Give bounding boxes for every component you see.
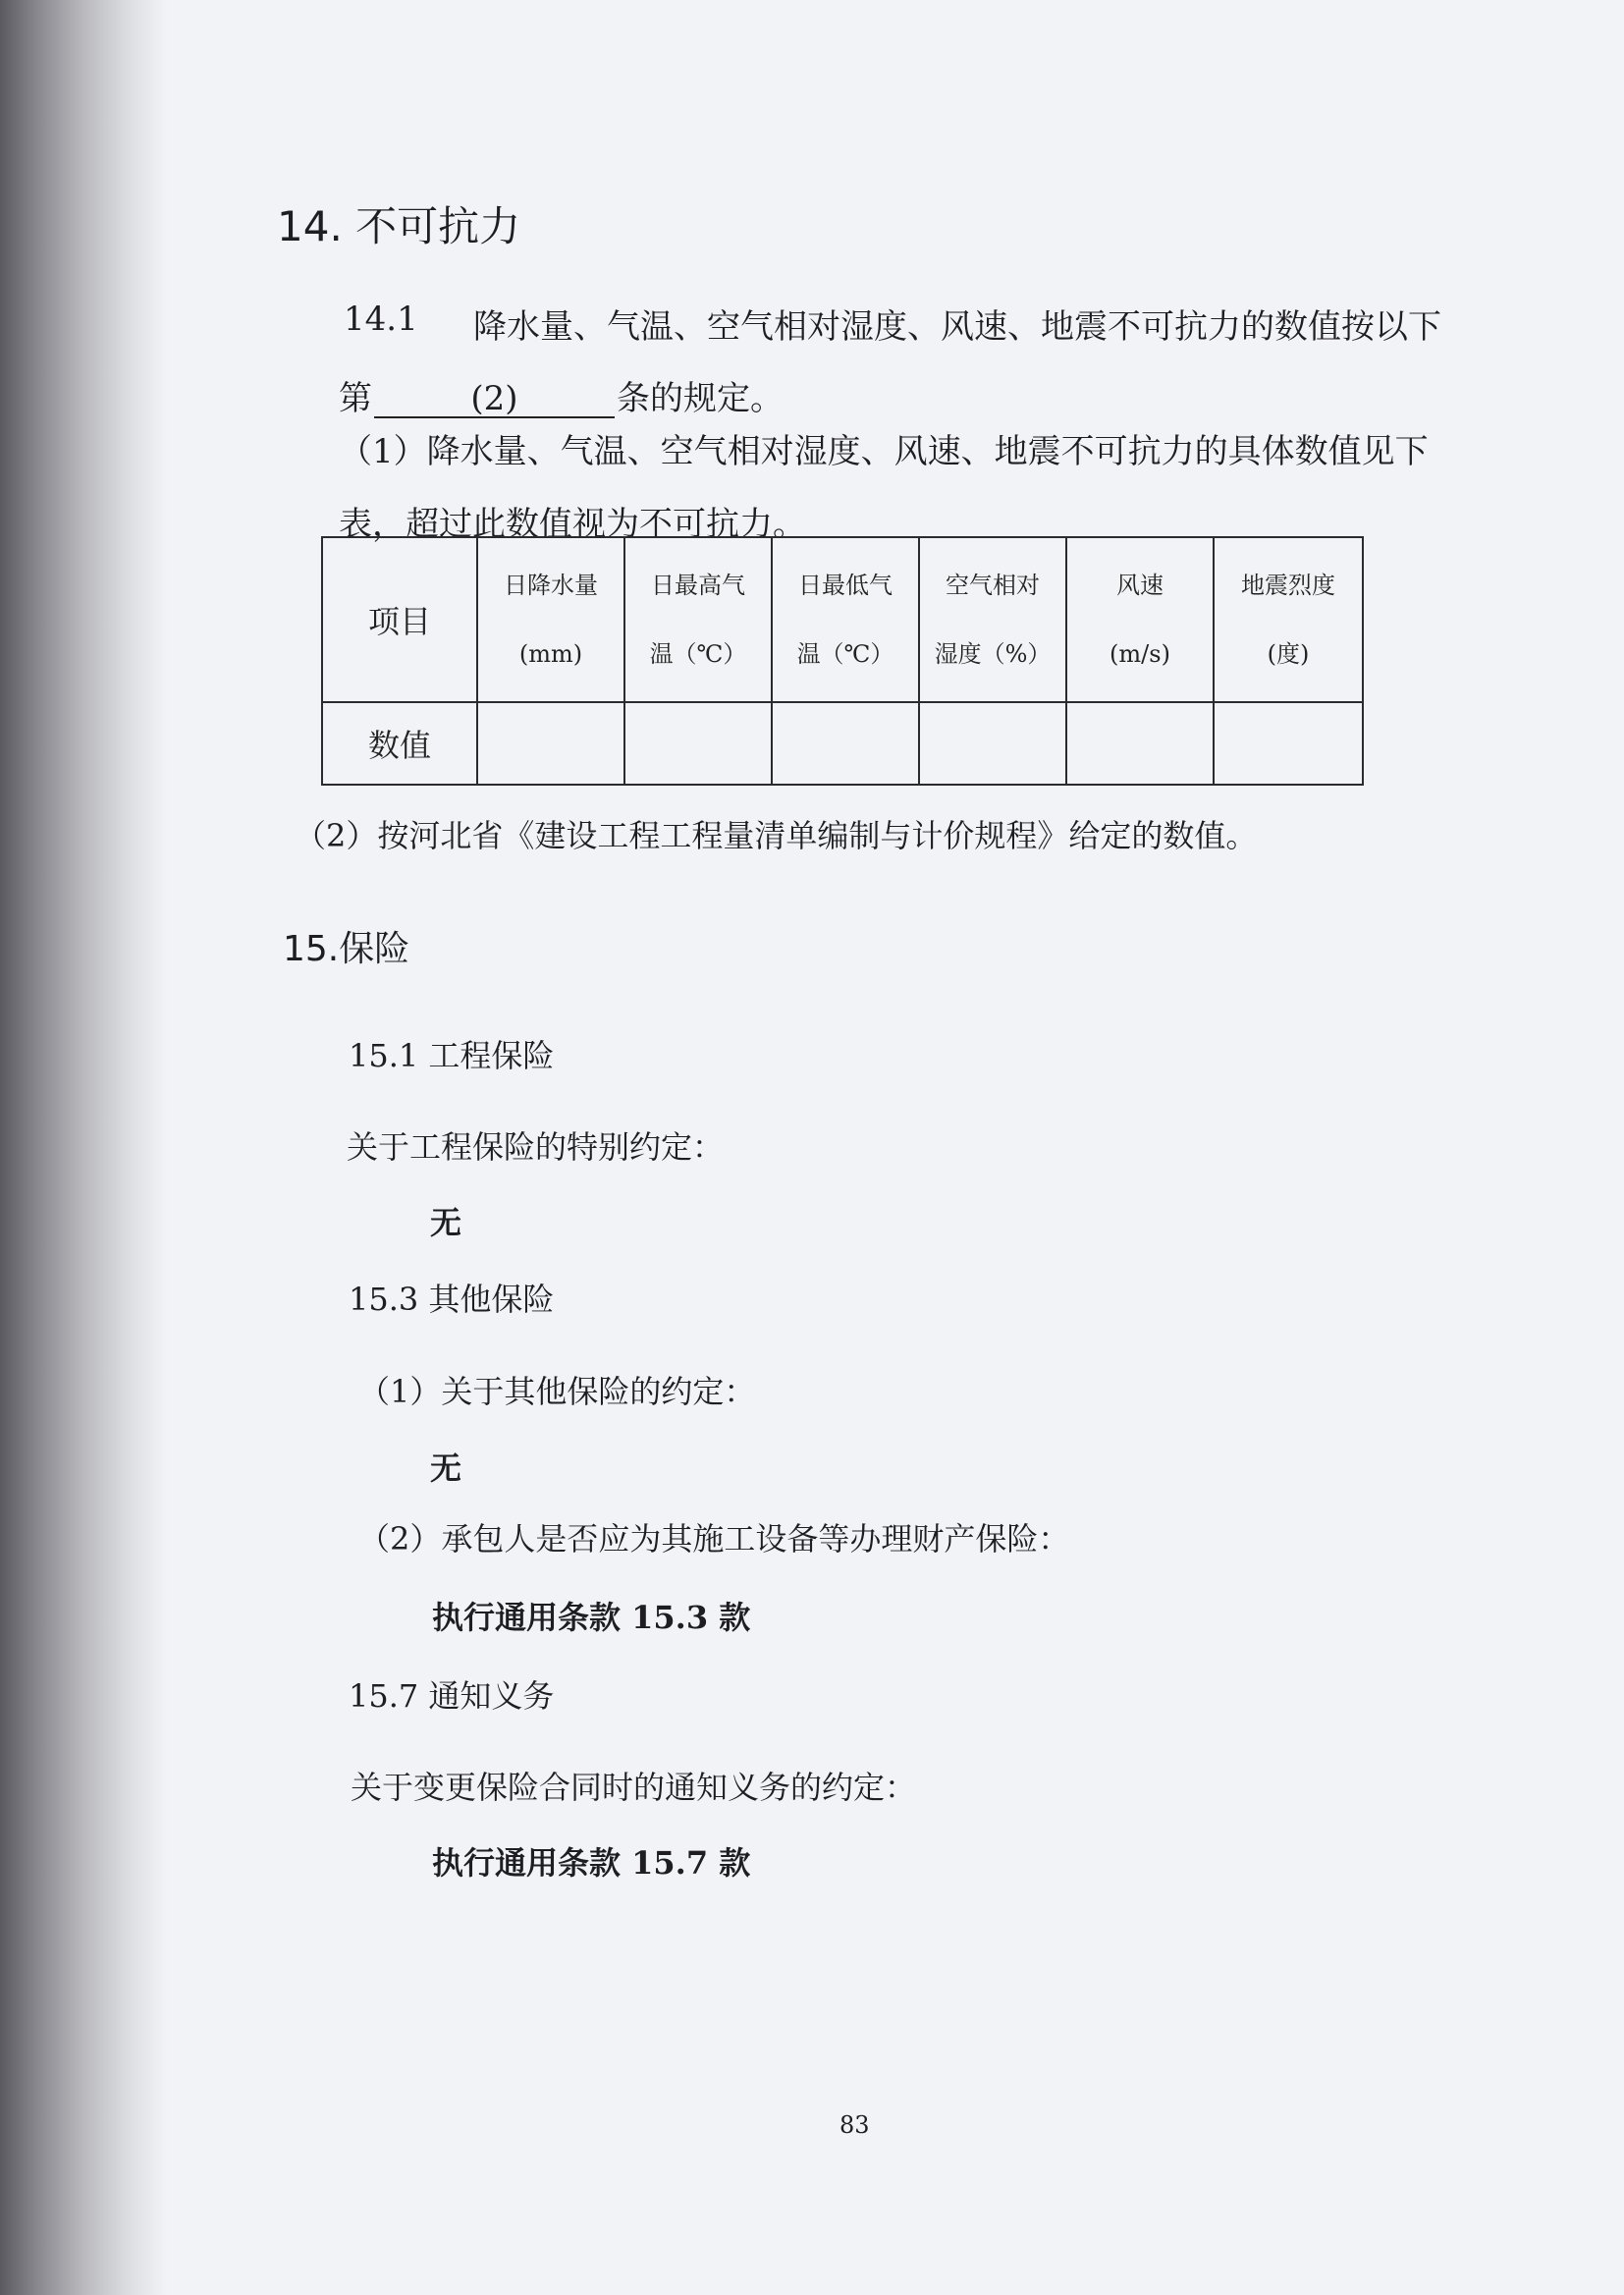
section-15-heading: 15.保险 <box>283 929 410 969</box>
table-value-cell <box>772 702 919 785</box>
clause-15-7-answer: 执行通用条款 15.7 款 <box>432 1844 751 1882</box>
header-line-1: 地震烈度 <box>1241 572 1335 599</box>
table-header-cell <box>772 537 919 702</box>
table-header-cell <box>919 537 1066 702</box>
clause-15-3-question-2: （2）承包人是否应为其施工设备等办理财产保险： <box>358 1520 1070 1557</box>
header-line-1: 日降水量 <box>504 572 598 599</box>
table-value-cell <box>1066 702 1214 785</box>
clause-14-1-continuation <box>339 371 784 419</box>
header-line-1: 日最高气 <box>651 572 745 599</box>
force-majeure-table <box>321 536 1364 786</box>
header-line-1: 日最低气 <box>798 572 893 599</box>
table-header-cell <box>477 537 624 702</box>
table-header-cell <box>624 537 772 702</box>
item-1-line-2: 表，超过此数值视为不可抗力。 <box>339 505 806 544</box>
table-header-cell <box>1214 537 1363 702</box>
header-line-2: 温（℃） <box>796 640 894 668</box>
header-line-1: 风速 <box>1116 572 1164 599</box>
item-2: （2）按河北省《建设工程工程量清单编制与计价规程》给定的数值。 <box>295 817 1258 854</box>
clause-15-1-answer: 无 <box>430 1204 462 1241</box>
table-header-cell <box>1066 537 1214 702</box>
table-value-cell <box>477 702 624 785</box>
clause-15-3-answer-1: 无 <box>430 1449 462 1487</box>
clause-prefix: 第 <box>339 379 372 418</box>
page-number: 83 <box>839 2111 870 2139</box>
clause-14-1-text: 降水量、气温、空气相对湿度、风速、地震不可抗力的数值按以下 <box>473 307 1441 347</box>
header-line-2: 温（℃） <box>649 640 747 668</box>
header-line-2: (mm) <box>518 640 583 668</box>
clause-15-1-title: 15.1 工程保险 <box>349 1037 555 1074</box>
clause-15-7-question: 关于变更保险合同时的通知义务的约定： <box>351 1769 917 1806</box>
clause-15-7-title: 15.7 通知义务 <box>349 1677 555 1715</box>
header-line-1: 空气相对 <box>946 572 1040 599</box>
filled-blank: (2) <box>374 381 615 418</box>
table-header-row <box>322 537 1363 702</box>
table-value-cell <box>919 702 1066 785</box>
clause-15-3-question-1: （1）关于其他保险的约定： <box>358 1373 756 1410</box>
header-line-2: 湿度（%） <box>934 640 1052 668</box>
table-value-cell <box>624 702 772 785</box>
table-row-label-value: 数值 <box>322 702 477 785</box>
clause-15-3-answer-2: 执行通用条款 15.3 款 <box>432 1599 751 1636</box>
clause-15-3-title: 15.3 其他保险 <box>349 1281 555 1318</box>
table-value-cell <box>1214 702 1363 785</box>
table-row-label-item: 项目 <box>322 537 477 702</box>
clause-suffix: 条的规定。 <box>617 379 784 418</box>
header-line-2: (度) <box>1267 640 1310 668</box>
section-14-heading: 14. 不可抗力 <box>277 202 521 250</box>
table-value-row <box>322 702 1363 785</box>
header-line-2: (m/s) <box>1110 640 1170 668</box>
item-1-line-1: （1）降水量、气温、空气相对湿度、风速、地震不可抗力的具体数值见下 <box>339 432 1429 471</box>
clause-14-1-number: 14.1 <box>344 300 418 339</box>
clause-15-1-question: 关于工程保险的特别约定： <box>347 1128 725 1166</box>
